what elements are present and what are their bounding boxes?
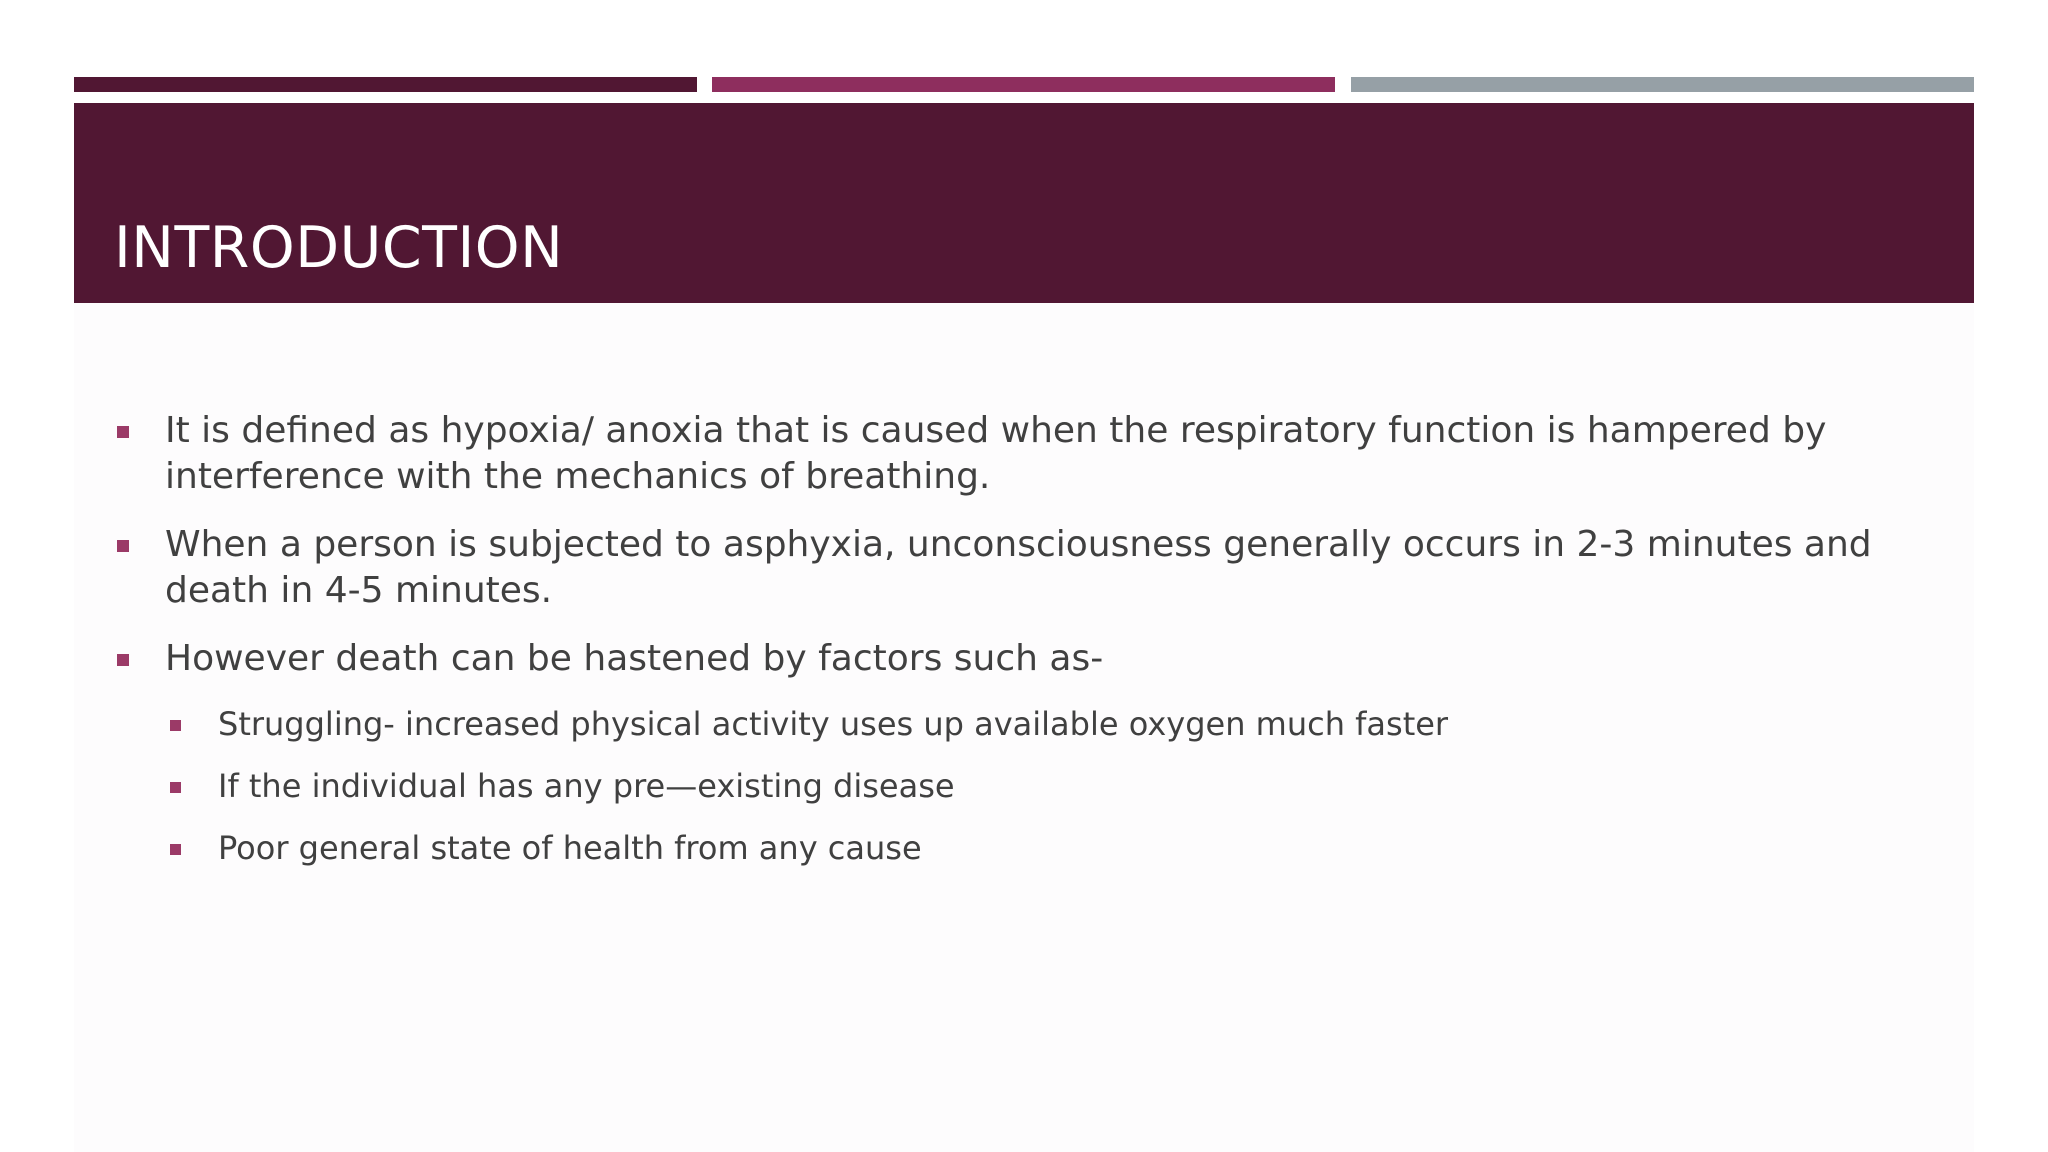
square-bullet-icon <box>170 782 181 793</box>
square-bullet-icon <box>117 654 129 666</box>
bullet-item <box>110 522 1950 614</box>
bullet-item <box>110 636 1950 682</box>
accent-bar-left <box>74 77 697 92</box>
sub-bullet-text: Struggling- increased physical activity uses up available oxygen much faster <box>218 705 1449 743</box>
bullet-text: It is defined as hypoxia/ anoxia that is caused when the respiratory function is hampered by interference with the mechanics of breathing. <box>165 410 1827 497</box>
square-bullet-icon <box>117 540 129 552</box>
bullet-text: When a person is subjected to asphyxia, unconsciousness generally occurs in 2-3 minutes and death in 4-5 minutes. <box>165 524 1872 611</box>
sub-bullet-item <box>110 704 1950 744</box>
sub-bullet-item <box>110 828 1950 868</box>
accent-bar-middle <box>712 77 1335 92</box>
sub-bullet-text: Poor general state of health from any cause <box>218 829 922 867</box>
bullet-text: However death can be hastened by factors such as- <box>165 638 1104 679</box>
sub-bullet-item <box>110 766 1950 806</box>
square-bullet-icon <box>170 720 181 731</box>
square-bullet-icon <box>170 844 181 855</box>
sub-bullet-text: If the individual has any pre—existing disease <box>218 767 955 805</box>
square-bullet-icon <box>117 426 129 438</box>
accent-bar-right <box>1351 77 1974 92</box>
slide-title: INTRODUCTION <box>114 215 564 281</box>
bullet-list <box>110 408 1950 890</box>
bullet-item <box>110 408 1950 500</box>
title-banner <box>74 103 1974 303</box>
